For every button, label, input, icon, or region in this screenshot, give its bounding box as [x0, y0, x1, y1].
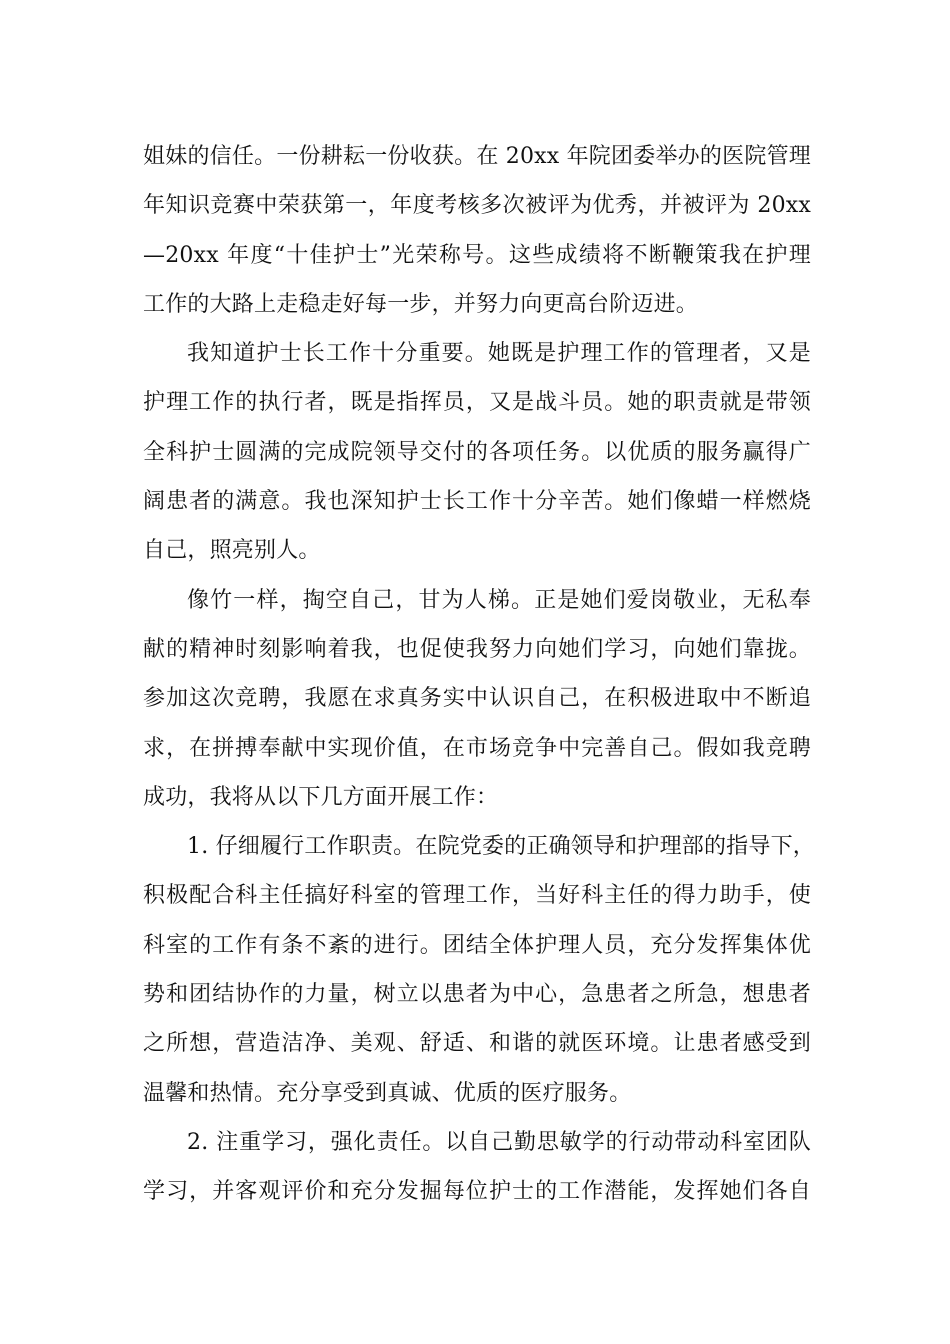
text-line: 工作的大路上走稳走好每一步，并努力向更高台阶迈进。: [143, 291, 699, 317]
text-line: 像竹一样，掏空自己，甘为人梯。正是她们爱岗敬业，无私奉: [187, 587, 811, 613]
text-line: 我知道护士长工作十分重要。她既是护理工作的管理者，又是: [187, 341, 811, 367]
text-line: 姐妹的信任。一份耕耘一份收获。在 20xx 年院团委举办的医院管理: [143, 144, 811, 169]
text-line: 温馨和热情。充分享受到真诚、优质的医疗服务。: [143, 1080, 632, 1106]
text-line: 之所想，营造洁净、美观、舒适、和谐的就医环境。让患者感受到: [143, 1031, 811, 1057]
text-line: 势和团结协作的力量，树立以患者为中心，急患者之所急，想患者: [143, 982, 811, 1008]
text-line: 1. 仔细履行工作职责。在院党委的正确领导和护理部的指导下，: [187, 834, 815, 860]
text-line: 阔患者的满意。我也深知护士长工作十分辛苦。她们像蜡一样燃烧: [143, 489, 811, 515]
text-line: 全科护士圆满的完成院领导交付的各项任务。以优质的服务赢得广: [143, 439, 811, 465]
body-text: [143, 132, 815, 1217]
text-line: 护理工作的执行者，既是指挥员，又是战斗员。她的职责就是带领: [143, 390, 811, 416]
text-line: 献的精神时刻影响着我，也促使我努力向她们学习，向她们靠拢。: [143, 636, 811, 662]
text-line: 参加这次竞聘，我愿在求真务实中认识自己，在积极进取中不断追: [143, 686, 811, 712]
text-line: 科室的工作有条不紊的进行。团结全体护理人员，充分发挥集体优: [143, 932, 811, 958]
text-line: 求，在拼搏奉献中实现价值，在市场竞争中完善自己。假如我竞聘: [143, 735, 811, 761]
text-line: 自己，照亮别人。: [143, 538, 321, 564]
text-line: 年知识竞赛中荣获第一，年度考核多次被评为优秀，并被评为 20xx: [143, 193, 811, 219]
text-line: 积极配合科主任搞好科室的管理工作，当好科主任的得力助手，使: [143, 883, 811, 909]
text-line: 2. 注重学习，强化责任。以自己勤思敏学的行动带动科室团队: [187, 1129, 811, 1155]
text-line: 学习，并客观评价和充分发掘每位护士的工作潜能，发挥她们各自: [143, 1179, 811, 1205]
text-line: —20xx 年度“十佳护士”光荣称号。这些成绩将不断鞭策我在护理: [143, 242, 811, 268]
text-line: 成功，我将从以下几方面开展工作：: [143, 784, 499, 810]
